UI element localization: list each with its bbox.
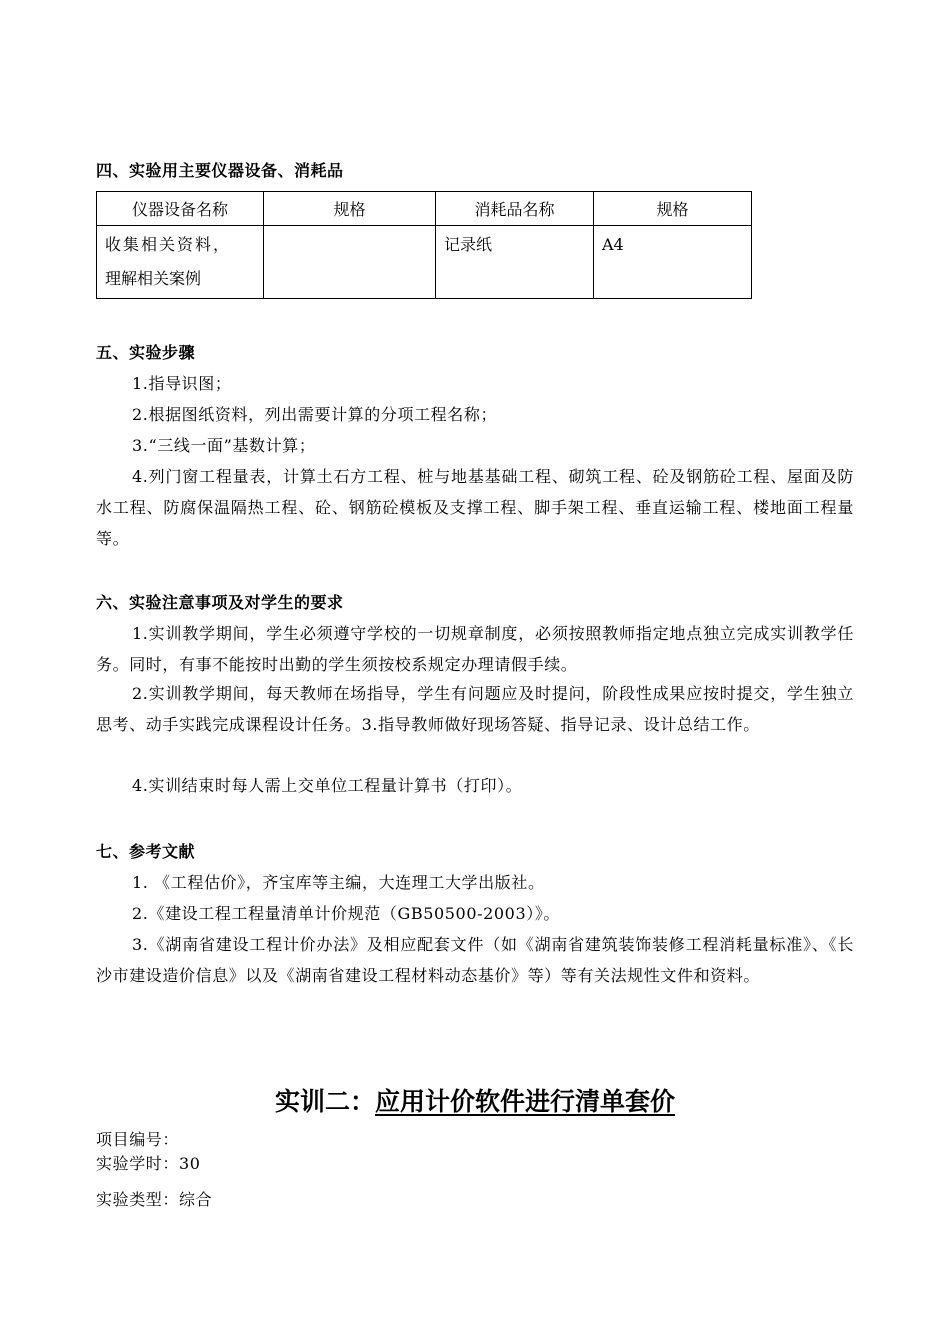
section5-heading: 五、实验步骤 bbox=[96, 343, 196, 362]
step-2: 2.根据图纸资料，列出需要计算的分项工程名称； bbox=[132, 405, 498, 424]
step-3: 3.“三线一面”基数计算； bbox=[132, 436, 316, 455]
section4-heading: 四、实验用主要仪器设备、消耗品 bbox=[96, 161, 344, 180]
reference-2: 2.《建设工程工程量清单计价规范（GB50500-2003）》。 bbox=[132, 904, 561, 923]
training2-title bbox=[0, 1082, 950, 1118]
header-consumable-spec: 规格 bbox=[594, 192, 752, 226]
equipment-table bbox=[96, 191, 752, 299]
experiment-hours: 实验学时：30 bbox=[96, 1154, 201, 1173]
section5-item bbox=[96, 430, 854, 461]
reference-1: 1. 《工程估价》，齐宝库等主编，大连理工大学出版社。 bbox=[132, 873, 545, 892]
section6-item bbox=[96, 770, 854, 801]
step-1: 1.指导识图； bbox=[132, 374, 232, 393]
table-row bbox=[97, 226, 752, 299]
section7-heading: 七、参考文献 bbox=[96, 842, 196, 861]
section6-heading: 六、实验注意事项及对学生的要求 bbox=[96, 593, 344, 612]
cell-consumable: 记录纸 bbox=[436, 226, 594, 299]
reference-3: 3.《湖南省建设工程计价办法》及相应配套文件（如《湖南省建筑装饰装修工程消耗量标准》、《长沙市建设造价信息》以及《湖南省建设工程材料动态基价》等）等有关法规性文件和资料。 bbox=[96, 935, 854, 985]
requirement-1: 1.实训教学期间，学生必须遵守学校的一切规章制度，必须按照教师指定地点独立完成实训教学任务。同时，有事不能按时出勤的学生须按校系规定办理请假手续。 bbox=[96, 624, 854, 674]
cell-consumable-spec: A4 bbox=[594, 226, 752, 299]
equipment-line-1: 收集相关资料， bbox=[105, 235, 232, 254]
header-equipment-name: 仪器设备名称 bbox=[97, 192, 264, 226]
section6-item bbox=[96, 618, 854, 680]
section5-item bbox=[96, 461, 854, 554]
requirement-2: 2.实训教学期间，每天教师在场指导，学生有问题应及时提问，阶段性成果应按时提交，学生独立思考、动手实践完成课程设计任务。3.指导教师做好现场答疑、指导记录、设计总结工作。 bbox=[96, 684, 854, 734]
section7-item bbox=[96, 929, 854, 991]
project-number: 项目编号： bbox=[96, 1130, 180, 1149]
training2-title-main: 应用计价软件进行清单套价 bbox=[375, 1087, 676, 1116]
cell-spec bbox=[264, 226, 436, 299]
equipment-line-2: 理解相关案例 bbox=[105, 269, 202, 288]
header-spec: 规格 bbox=[264, 192, 436, 226]
section7-item bbox=[96, 898, 854, 929]
training2-title-prefix: 实训二： bbox=[274, 1087, 375, 1116]
requirement-4: 4.实训结束时每人需上交单位工程量计算书（打印）。 bbox=[132, 776, 523, 795]
table-header-row bbox=[97, 192, 752, 226]
section7-item bbox=[96, 867, 854, 898]
experiment-type: 实验类型：综合 bbox=[96, 1190, 213, 1209]
section5-item bbox=[96, 399, 854, 430]
step-4: 4.列门窗工程量表，计算土石方工程、桩与地基基础工程、砌筑工程、砼及钢筋砼工程、屋面及防水工程、防腐保温隔热工程、砼、钢筋砼模板及支撑工程、脚手架工程、垂直运输工程、楼地面工程量等。 bbox=[96, 467, 854, 548]
header-consumable-name: 消耗品名称 bbox=[436, 192, 594, 226]
section6-item bbox=[96, 678, 854, 740]
section5-item bbox=[96, 368, 854, 399]
cell-equipment bbox=[97, 226, 264, 299]
